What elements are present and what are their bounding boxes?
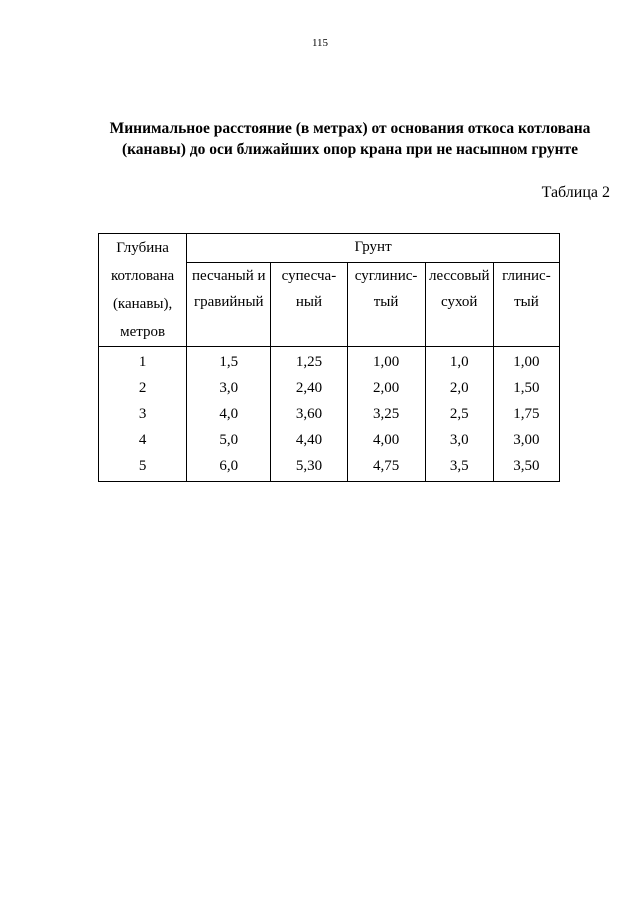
value-cell: 2,0: [425, 375, 493, 401]
table-label: Таблица 2: [541, 184, 610, 201]
value-cell: 2,5: [425, 401, 493, 427]
table-row: [99, 347, 560, 376]
soil-column-header: [271, 262, 347, 347]
soil-column-header-line: лессовый: [428, 267, 490, 284]
soil-header-cell: Грунт: [187, 234, 560, 263]
depth-cell: 2: [99, 375, 187, 401]
page-number: 115: [311, 37, 329, 49]
soil-column-header-line: суглинис-: [354, 267, 418, 284]
value-cell: 1,25: [271, 347, 347, 376]
title-line-1: Минимальное расстояние (в метрах) от основания откоса котлована: [109, 120, 591, 137]
soil-column-header-line: песчаный и: [192, 267, 266, 284]
value-cell: 6,0: [187, 453, 271, 482]
value-cell: 1,75: [493, 401, 559, 427]
value-cell: 1,50: [493, 375, 559, 401]
soil-column-header: [493, 262, 559, 347]
depth-cell: 1: [99, 347, 187, 376]
table-row: [99, 453, 560, 482]
soil-column-header-line: ный: [295, 293, 322, 310]
table-row: [99, 375, 560, 401]
value-cell: 3,0: [425, 427, 493, 453]
soil-column-header: [187, 262, 271, 347]
table-row: [99, 401, 560, 427]
depth-cell: 3: [99, 401, 187, 427]
soil-column-header-line: гравийный: [193, 293, 264, 310]
soil-column-header: [347, 262, 425, 347]
value-cell: 2,40: [271, 375, 347, 401]
soil-column-header: [425, 262, 493, 347]
depth-header-line: метров: [120, 324, 166, 340]
depth-cell: 5: [99, 453, 187, 482]
soil-column-header-line: тый: [373, 293, 399, 310]
value-cell: 4,75: [347, 453, 425, 482]
value-cell: 5,30: [271, 453, 347, 482]
value-cell: 3,00: [493, 427, 559, 453]
soil-column-header-line: глинис-: [502, 267, 551, 284]
value-cell: 5,0: [187, 427, 271, 453]
soil-column-header-line: сухой: [441, 293, 478, 310]
value-cell: 3,25: [347, 401, 425, 427]
soil-column-header-line: супесча-: [281, 267, 337, 284]
depth-header-line: Глубина: [116, 240, 169, 256]
depth-header-line: котлована: [110, 268, 175, 284]
soil-column-header-line: тый: [514, 293, 539, 310]
depth-header-cell: [99, 234, 187, 347]
value-cell: 2,00: [347, 375, 425, 401]
distance-table: [98, 233, 560, 482]
value-cell: 4,40: [271, 427, 347, 453]
value-cell: 1,5: [187, 347, 271, 376]
value-cell: 3,50: [493, 453, 559, 482]
title-line-2: (канавы) до оси ближайших опор крана при не насыпном грунте: [121, 141, 579, 158]
document-title: [100, 118, 600, 160]
table-row: [99, 427, 560, 453]
table-header-row: [99, 234, 560, 263]
depth-header-line: (канавы),: [112, 296, 173, 312]
value-cell: 3,60: [271, 401, 347, 427]
value-cell: 4,0: [187, 401, 271, 427]
value-cell: 1,00: [347, 347, 425, 376]
depth-cell: 4: [99, 427, 187, 453]
value-cell: 3,0: [187, 375, 271, 401]
value-cell: 1,0: [425, 347, 493, 376]
value-cell: 4,00: [347, 427, 425, 453]
value-cell: 3,5: [425, 453, 493, 482]
value-cell: 1,00: [493, 347, 559, 376]
